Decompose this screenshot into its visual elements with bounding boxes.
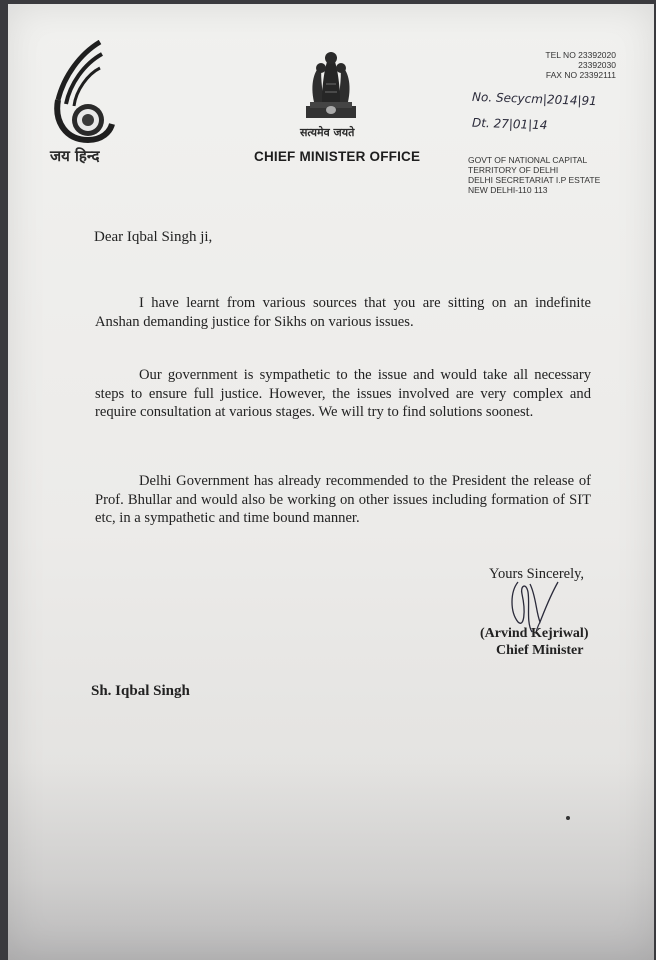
- office-address: [468, 155, 600, 195]
- office-title: CHIEF MINISTER OFFICE: [254, 149, 421, 164]
- national-emblem-icon: [300, 44, 362, 124]
- ink-mark: [566, 816, 570, 820]
- letter-paragraph: I have learnt from various sources that you are sitting on an indefinite Anshan demanding justice for Sikhs on various issues.: [95, 295, 591, 330]
- salutation: Dear Iqbal Singh ji,: [94, 229, 213, 245]
- contact-block: [545, 50, 616, 80]
- letter-paragraph: Delhi Government has already recommended to the President the release of Prof. Bhullar and would also be working on other issues including formation of SIT etc, in a sympathetic and time bound manner.: [95, 473, 591, 526]
- address-line: TERRITORY OF DELHI: [468, 165, 559, 175]
- emblem-motto: सत्यमेव जयते: [300, 126, 355, 139]
- contact-line: TEL NO 23392020: [545, 50, 616, 60]
- handwritten-reference-date: Dt. 27|01|14: [471, 115, 548, 133]
- letter-paragraph: Our government is sympathetic to the issue and would take all necessary steps to ensure full justice. However, the issues involved are very complex and require consultation at various stages. We will try to find solutions soonest.: [95, 367, 591, 420]
- address-line: NEW DELHI-110 113: [468, 185, 548, 195]
- handwritten-reference-number: No. Secycm|2014|91: [471, 89, 598, 109]
- party-logo-icon: [44, 40, 116, 148]
- logo-caption: जय हिन्द: [50, 147, 100, 165]
- contact-line: FAX NO 23392111: [545, 70, 616, 80]
- address-line: DELHI SECRETARIAT I.P ESTATE: [468, 175, 601, 185]
- signer-name: (Arvind Kejriwal): [480, 626, 589, 641]
- address-line: GOVT OF NATIONAL CAPITAL: [468, 155, 588, 165]
- signer-title: Chief Minister: [496, 643, 584, 658]
- contact-line: 23392030: [578, 60, 616, 70]
- recipient: Sh. Iqbal Singh: [91, 683, 190, 699]
- closing: Yours Sincerely,: [489, 566, 585, 582]
